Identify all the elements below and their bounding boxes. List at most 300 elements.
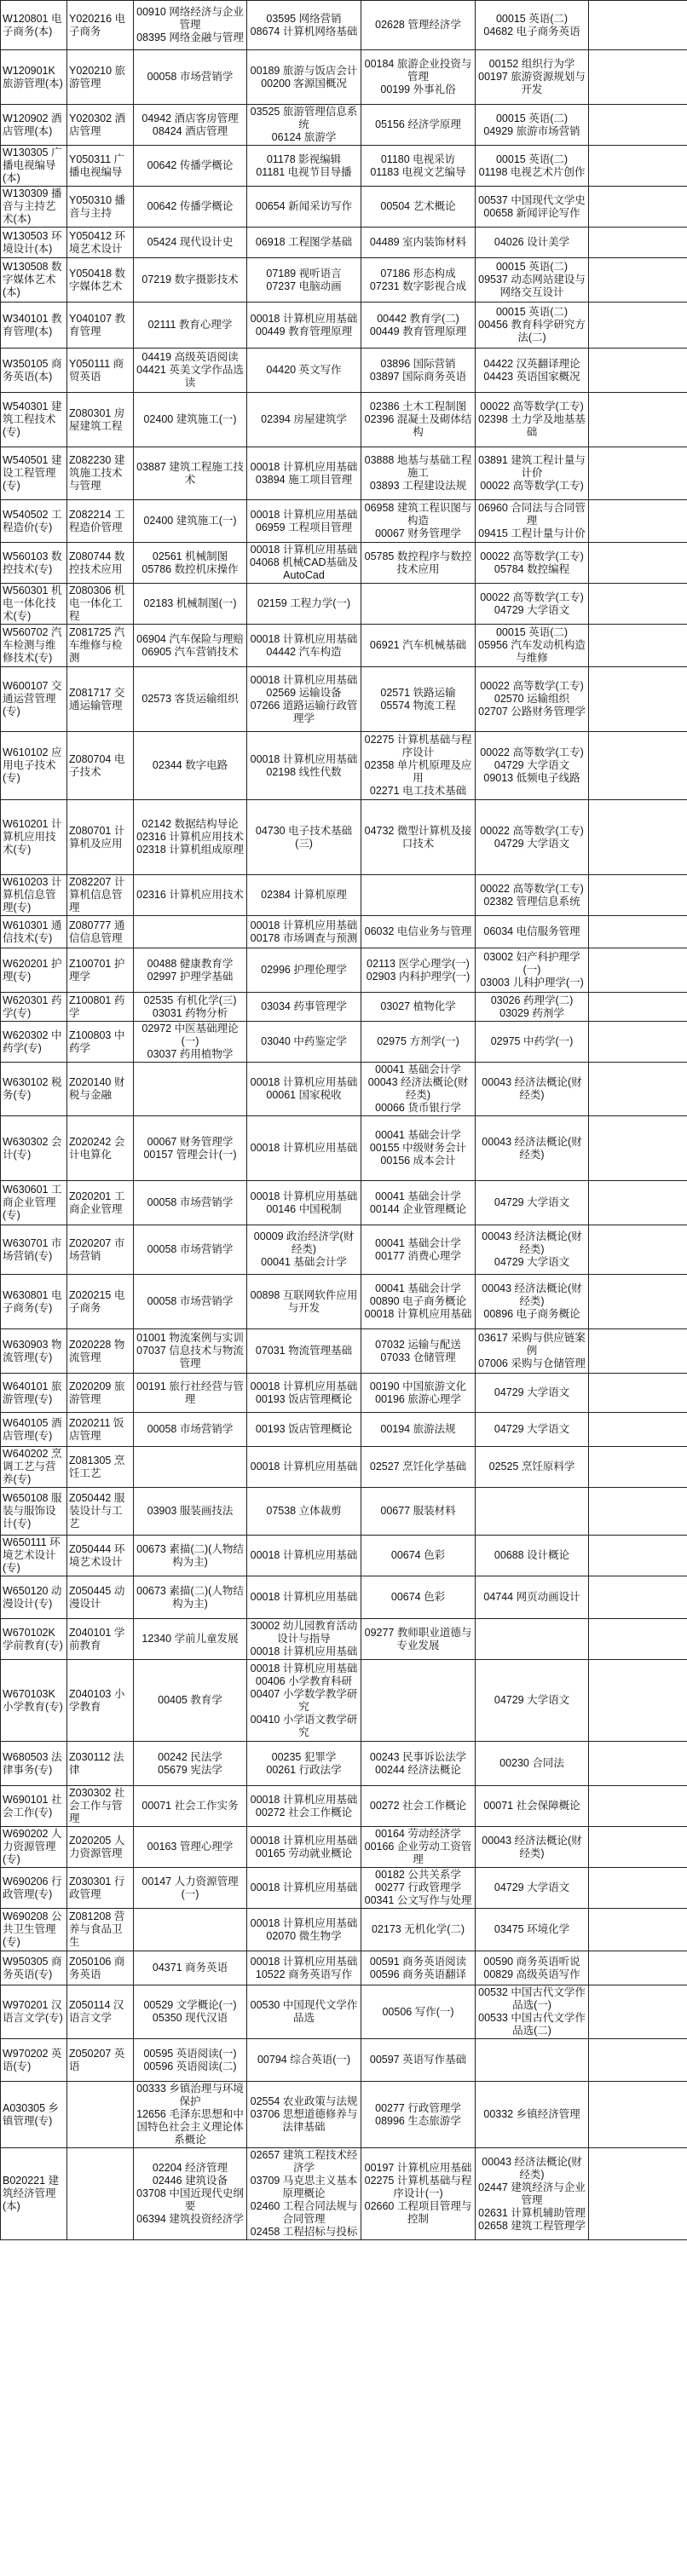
major-code-cell: W610203 计算机信息管理(专) (1, 875, 67, 916)
old-major-cell: Y050111 商贸英语 (67, 349, 134, 393)
course-cell: 00058 市场营销学 (134, 1275, 247, 1329)
course-cell: 00018 计算机应用基础 02070 微生物学 (247, 1909, 361, 1951)
course-cell: 00164 劳动经济学 00166 企业劳动工资管理 (361, 1827, 476, 1868)
old-major-cell: Z050442 服装设计与工艺 (67, 1488, 134, 1536)
course-cell: 02972 中医基础理论(一) 03037 药用植物学 (134, 1022, 247, 1063)
major-code-cell: W610301 通信技术(专) (1, 916, 67, 948)
table-row (1, 1, 687, 50)
course-cell: 00654 新闻采访写作 (247, 187, 361, 228)
course-cell: 00043 经济法概论(财经类) 04729 大学语文 (476, 1225, 589, 1275)
course-cell: 00058 市场营销学 (134, 50, 247, 105)
course-cell: 00043 经济法概论(财经类) 00896 电子商务概论 (476, 1275, 589, 1329)
course-cell: 00041 基础会计学 00177 消费心理学 (361, 1225, 476, 1275)
course-cell: 00018 计算机应用基础 00178 市场调查与预测 (247, 916, 361, 948)
old-major-cell: Y050310 播音与主持 (67, 187, 134, 228)
course-cell: 00277 行政管理学 08996 生态旅游学 (361, 2082, 476, 2148)
old-major-cell: Z020209 旅游管理 (67, 1374, 134, 1413)
course-cell: 00243 民事诉讼法学 00244 经济法概论 (361, 1742, 476, 1786)
old-major-cell: Z030301 行政管理 (67, 1868, 134, 1909)
course-cell (476, 1488, 589, 1536)
course-cell: 06904 汽车保险与理赔 06905 汽车营销技术 (134, 625, 247, 667)
major-code-cell: W690202 人力资源管理(专) (1, 1827, 67, 1868)
old-major-cell: Z050444 环境艺术设计 (67, 1536, 134, 1576)
old-major-cell: Z080744 数控技术应用 (67, 543, 134, 584)
course-cell: 00018 计算机应用基础 (247, 1536, 361, 1576)
old-major-cell: Z020140 财税与金融 (67, 1063, 134, 1116)
course-cell: 00043 经济法概论(财经类) (476, 1063, 589, 1116)
major-code-cell: W130508 数字媒体艺术(本) (1, 258, 67, 303)
course-cell-empty (589, 146, 687, 187)
course-cell: 00242 民法学 05679 宪法学 (134, 1742, 247, 1786)
course-cell: 05785 数控程序与数控技术应用 (361, 543, 476, 584)
course-cell: 00272 社会工作概论 (361, 1786, 476, 1827)
major-code-cell: W540501 建设工程管理(专) (1, 447, 67, 500)
major-code-cell: W130503 环境设计(本) (1, 228, 67, 258)
course-cell: 00197 计算机应用基础 02275 计算机基础与程序设计(一) 02660 工程项目管理与控制 (361, 2148, 476, 2240)
table-row (1, 1413, 687, 1447)
course-cell-empty (589, 500, 687, 543)
major-code-cell: W650120 动漫设计(专) (1, 1576, 67, 1619)
course-cell-empty (589, 1576, 687, 1619)
old-major-cell: Y050418 数字媒体艺术 (67, 258, 134, 303)
course-cell: 02344 数字电路 (134, 732, 247, 800)
course-cell: 00530 中国现代文学作品选 (247, 1985, 361, 2039)
table-row (1, 1951, 687, 1985)
table-row (1, 349, 687, 393)
course-cell: 01178 影视编辑 01181 电视节目导播 (247, 146, 361, 187)
course-cell: 00230 合同法 (476, 1742, 589, 1786)
major-code-cell: W560301 机电一体化技术(专) (1, 584, 67, 625)
table-row (1, 1063, 687, 1116)
course-cell: 00194 旅游法规 (361, 1413, 476, 1447)
major-code-cell: W630701 市场营销(专) (1, 1225, 67, 1275)
major-code-cell: W120902 酒店管理(本) (1, 105, 67, 146)
course-cell: 00043 经济法概论(财经类) 02447 建筑经济与企业管理 02631 计算机辅助管理 02658 建筑工程管理学 (476, 2148, 589, 2240)
course-cell (361, 875, 476, 916)
course-cell (134, 1909, 247, 1951)
course-cell: 02400 建筑施工(一) (134, 393, 247, 447)
table-row (1, 146, 687, 187)
course-cell: 00332 乡镇经济管理 (476, 2082, 589, 2148)
old-major-cell: Z020228 物流管理 (67, 1329, 134, 1374)
course-cell: 00018 计算机应用基础 02569 运输设备 07266 道路运输行政管理学 (247, 667, 361, 732)
course-cell: 00018 计算机应用基础 00165 劳动就业概论 (247, 1827, 361, 1868)
course-cell (476, 2039, 589, 2082)
course-cell: 00058 市场营销学 (134, 1225, 247, 1275)
table-row (1, 1742, 687, 1786)
course-cell: 00529 文学概论(一) 05350 现代汉语 (134, 1985, 247, 2039)
course-cell-empty (589, 1909, 687, 1951)
major-code-cell: W690206 行政管理(专) (1, 1868, 67, 1909)
course-cell-empty (589, 1827, 687, 1868)
course-cell (134, 1447, 247, 1488)
course-cell: 03595 网络营销 08674 计算机网络基础 (247, 1, 361, 50)
old-major-cell (67, 2148, 134, 2240)
major-code-cell: W630601 工商企业管理(专) (1, 1181, 67, 1225)
course-cell: 00537 中国现代文学史 00658 新闻评论写作 (476, 187, 589, 228)
course-cell: 04730 电子技术基础(三) (247, 800, 361, 875)
course-cell: 04489 室内装饰材料 (361, 228, 476, 258)
course-cell-empty (589, 1536, 687, 1576)
table-row (1, 875, 687, 916)
major-code-cell: W630302 会计(专) (1, 1116, 67, 1181)
course-cell: 00190 中国旅游文化 00196 旅游心理学 (361, 1374, 476, 1413)
course-cell: 02275 计算机基础与程序设计 02358 单片机原理及应用 02271 电工技术基础 (361, 732, 476, 800)
major-code-cell: W350105 商务英语(本) (1, 349, 67, 393)
course-cell: 06921 汽车机械基础 (361, 625, 476, 667)
course-cell: 00015 英语(二) 04929 旅游市场营销 (476, 105, 589, 146)
course-cell-empty (589, 543, 687, 584)
course-cell: 07186 形态构成 07231 数字影视合成 (361, 258, 476, 303)
major-code-cell: W690101 社会工作(专) (1, 1786, 67, 1827)
course-cell: 06958 建筑工程识图与构造 00067 财务管理学 (361, 500, 476, 543)
major-code-cell: W540502 工程造价(专) (1, 500, 67, 543)
course-cell: 00018 计算机应用基础 00449 教育管理原理 (247, 303, 361, 349)
course-cell: 00015 英语(二) 09537 动态网站建设与网络交互设计 (476, 258, 589, 303)
course-cell: 02204 经济管理 02446 建筑设备 03708 中国近现代史纲要 06394 建筑投资经济学 (134, 2148, 247, 2240)
course-cell: 00022 高等数学(工专) 02382 管理信息系统 (476, 875, 589, 916)
course-cell: 00184 旅游企业投资与管理 00199 外事礼俗 (361, 50, 476, 105)
course-cell: 00333 乡镇治理与环境保护 12656 毛泽东思想和中国特色社会主义理论体系概论 (134, 2082, 247, 2148)
old-major-cell: Z100803 中药学 (67, 1022, 134, 1063)
course-cell: 00506 写作(一) (361, 1985, 476, 2039)
course-cell-empty (589, 187, 687, 228)
course-cell: 00898 互联网软件应用与开发 (247, 1275, 361, 1329)
major-code-cell: W610201 计算机应用技术(专) (1, 800, 67, 875)
course-cell: 03525 旅游管理信息系统 06124 旅游学 (247, 105, 361, 146)
course-cell: 00022 高等数学(工专) 05784 数控编程 (476, 543, 589, 584)
course-cell: 02183 机械制图(一) (134, 584, 247, 625)
course-cell: 02996 护理伦理学 (247, 948, 361, 993)
table-row (1, 916, 687, 948)
course-cell-empty (589, 1868, 687, 1909)
course-cell: 04419 高级英语阅读 04421 英美文学作品选读 (134, 349, 247, 393)
course-cell-empty (589, 1786, 687, 1827)
old-major-cell: Z050114 汉语言文学 (67, 1985, 134, 2039)
old-major-cell: Z080704 电子技术 (67, 732, 134, 800)
course-cell (134, 1063, 247, 1116)
table-row (1, 993, 687, 1022)
table-row (1, 1275, 687, 1329)
course-cell: 03903 服装画技法 (134, 1488, 247, 1536)
course-cell: 03888 地基与基础工程施工 03893 工程建设法规 (361, 447, 476, 500)
major-code-cell: W560103 数控技术(专) (1, 543, 67, 584)
course-cell: 00043 经济法概论(财经类) (476, 1827, 589, 1868)
major-code-cell: W620201 护理(专) (1, 948, 67, 993)
table-row (1, 800, 687, 875)
major-code-cell: W340101 教育管理(本) (1, 303, 67, 349)
course-cell (476, 1619, 589, 1660)
course-cell: 00591 商务英语阅读 00596 商务英语翻译 (361, 1951, 476, 1985)
course-cell: 06960 合同法与合同管理 09415 工程计量与计价 (476, 500, 589, 543)
course-cell-empty (589, 228, 687, 258)
course-cell-empty (589, 105, 687, 146)
table-row (1, 187, 687, 228)
old-major-cell: Z082230 建筑施工技术与管理 (67, 447, 134, 500)
old-major-cell: Z080301 房屋建筑工程 (67, 393, 134, 447)
course-cell: 00018 计算机应用基础 10522 商务英语写作 (247, 1951, 361, 1985)
table-row (1, 948, 687, 993)
course-cell: 07032 运输与配送 07033 仓储管理 (361, 1329, 476, 1374)
course-cell: 00018 计算机应用基础 (247, 1576, 361, 1619)
course-cell: 12340 学前儿童发展 (134, 1619, 247, 1660)
course-cell: 02561 机械制图 05786 数控机床操作 (134, 543, 247, 584)
course-cell-empty (589, 948, 687, 993)
course-cell: 00642 传播学概论 (134, 146, 247, 187)
course-cell: 04026 设计美学 (476, 228, 589, 258)
old-major-cell: Y050311 广播电视编导 (67, 146, 134, 187)
course-cell: 02573 客货运输组织 (134, 667, 247, 732)
course-cell-empty (589, 447, 687, 500)
major-code-cell: B020221 建筑经济管理(本) (1, 2148, 67, 2240)
table-row (1, 2082, 687, 2148)
course-cell-empty (589, 1022, 687, 1063)
course-cell (361, 584, 476, 625)
major-code-cell: W650108 服装与服饰设计(专) (1, 1488, 67, 1536)
course-cell: 03026 药理学(二) 03029 药剂学 (476, 993, 589, 1022)
course-cell: 02535 有机化学(三) 03031 药物分析 (134, 993, 247, 1022)
course-cell (361, 1660, 476, 1742)
old-major-cell: Z040101 学前教育 (67, 1619, 134, 1660)
course-cell: 00041 基础会计学 00144 企业管理概论 (361, 1181, 476, 1225)
course-cell: 01001 物流案例与实训 07037 信息技术与物流管理 (134, 1329, 247, 1374)
table-row (1, 2039, 687, 2082)
course-cell-empty (589, 2082, 687, 2148)
old-major-cell: Z020201 工商企业管理 (67, 1181, 134, 1225)
course-cell: 05156 经济学原理 (361, 105, 476, 146)
course-cell (134, 916, 247, 948)
course-cell: 03475 环境化学 (476, 1909, 589, 1951)
course-cell: 00018 计算机应用基础 00061 国家税收 (247, 1063, 361, 1116)
table-row (1, 1374, 687, 1413)
course-cell: 00018 计算机应用基础 04068 机械CAD基础及AutoCad (247, 543, 361, 584)
old-major-cell: Z081717 交通运输管理 (67, 667, 134, 732)
old-major-cell: Z030112 法律 (67, 1742, 134, 1786)
course-cell: 04729 大学语文 (476, 1413, 589, 1447)
table-row (1, 258, 687, 303)
course-cell: 00041 基础会计学 00155 中级财务会计 00156 成本会计 (361, 1116, 476, 1181)
table-row (1, 1786, 687, 1827)
course-cell: 07031 物流管理基础 (247, 1329, 361, 1374)
major-code-cell: W630102 税务(专) (1, 1063, 67, 1116)
course-cell: 00018 计算机应用基础 (247, 1116, 361, 1181)
course-cell: 02400 建筑施工(一) (134, 500, 247, 543)
course-cell-empty (589, 584, 687, 625)
course-cell: 02316 计算机应用技术 (134, 875, 247, 916)
course-cell: 00022 高等数学(工专) 02398 土力学及地基基础 (476, 393, 589, 447)
course-cell: 00067 财务管理学 00157 管理会计(一) (134, 1116, 247, 1181)
course-cell: 00015 英语(二) 04682 电子商务英语 (476, 1, 589, 50)
major-code-cell: W640202 烹调工艺与营养(专) (1, 1447, 67, 1488)
major-code-cell: W970201 汉语言文学(专) (1, 1985, 67, 2039)
course-cell: 00488 健康教育学 02997 护理学基础 (134, 948, 247, 993)
course-cell-empty (589, 393, 687, 447)
major-code-cell: W640105 酒店管理(专) (1, 1413, 67, 1447)
table-row (1, 1576, 687, 1619)
table-row (1, 1329, 687, 1374)
table-row (1, 732, 687, 800)
major-code-cell: W120901K 旅游管理(本) (1, 50, 67, 105)
course-cell-empty (589, 1116, 687, 1181)
table-row (1, 1022, 687, 1063)
course-cell: 02628 管理经济学 (361, 1, 476, 50)
course-cell: 00043 经济法概论(财经类) (476, 1116, 589, 1181)
course-cell-empty (589, 1329, 687, 1374)
major-code-cell: W130305 广播电视编导(本) (1, 146, 67, 187)
course-cell: 00152 组织行为学 00197 旅游资源规划与开发 (476, 50, 589, 105)
course-cell: 00532 中国古代文学作品选(一) 00533 中国古代文学作品选(二) (476, 1985, 589, 2039)
course-cell: 00018 计算机应用基础 00272 社会工作概论 (247, 1786, 361, 1827)
old-major-cell: Z081208 营养与食品卫生 (67, 1909, 134, 1951)
table-row (1, 1536, 687, 1576)
course-cell: 00015 英语(二) 00456 教育科学研究方法(二) (476, 303, 589, 349)
old-major-cell: Y050412 环境艺术设计 (67, 228, 134, 258)
course-cell-empty (589, 1951, 687, 1985)
course-cell: 02173 无机化学(二) (361, 1909, 476, 1951)
table-row (1, 1909, 687, 1951)
major-code-cell: W120801 电子商务(本) (1, 1, 67, 50)
course-cell-empty (589, 1985, 687, 2039)
course-cell: 01180 电视采访 01183 电视文艺编导 (361, 146, 476, 187)
course-cell: 00163 管理心理学 (134, 1827, 247, 1868)
course-cell: 03040 中药鉴定学 (247, 1022, 361, 1063)
course-cell: 03617 采购与供应链案例 07006 采购与仓储管理 (476, 1329, 589, 1374)
course-cell: 00910 网络经济与企业管理 08395 网络金融与管理 (134, 1, 247, 50)
course-table-body (1, 1, 687, 2240)
course-cell: 00015 英语(二) 01198 电视艺术片创作 (476, 146, 589, 187)
course-cell: 02386 土木工程制图 02396 混凝土及砌体结构 (361, 393, 476, 447)
course-cell: 02525 烹饪原料学 (476, 1447, 589, 1488)
course-cell-empty (589, 1413, 687, 1447)
major-code-cell: W630801 电子商务(专) (1, 1275, 67, 1329)
course-cell: 02657 建筑工程技术经济学 03709 马克思主义基本原理概论 02460 工程合同法规与合同管理 02458 工程招标与投标 (247, 2148, 361, 2240)
course-cell: 04744 网页动画设计 (476, 1576, 589, 1619)
course-cell: 05424 现代设计史 (134, 228, 247, 258)
course-cell-empty (589, 1225, 687, 1275)
major-code-cell: W640101 旅游管理(专) (1, 1374, 67, 1413)
course-cell-empty (589, 1742, 687, 1786)
old-major-cell: Y040107 教育管理 (67, 303, 134, 349)
course-cell: 00041 基础会计学 00890 电子商务概论 00018 计算机应用基础 (361, 1275, 476, 1329)
course-cell: 03034 药事管理学 (247, 993, 361, 1022)
course-cell: 00018 计算机应用基础 03894 施工项目管理 (247, 447, 361, 500)
course-cell: 04729 大学语文 (476, 1181, 589, 1225)
course-cell-empty (589, 1488, 687, 1536)
course-cell: 04942 酒店客房管理 08424 酒店管理 (134, 105, 247, 146)
course-cell: 00674 色彩 (361, 1576, 476, 1619)
course-cell-empty (589, 732, 687, 800)
table-row (1, 1868, 687, 1909)
old-major-cell: Z080701 计算机及应用 (67, 800, 134, 875)
course-cell-empty (589, 258, 687, 303)
course-cell: 00022 高等数学(工专) 04729 大学语文 09013 低频电子线路 (476, 732, 589, 800)
course-cell: 02975 方剂学(一) (361, 1022, 476, 1063)
major-code-cell: W600107 交通运营管理(专) (1, 667, 67, 732)
course-cell-empty (589, 875, 687, 916)
table-row (1, 584, 687, 625)
course-cell: 00147 人力资源管理(一) (134, 1868, 247, 1909)
course-cell-empty (589, 2148, 687, 2240)
course-cell: 00058 市场营销学 (134, 1413, 247, 1447)
table-row (1, 447, 687, 500)
old-major-cell: Y020210 旅游管理 (67, 50, 134, 105)
course-cell-empty (589, 1374, 687, 1413)
old-major-cell: Y020302 酒店管理 (67, 105, 134, 146)
table-row (1, 303, 687, 349)
course-cell: 00673 素描(二)(人物结构为主) (134, 1576, 247, 1619)
course-cell-empty (589, 50, 687, 105)
course-cell: 00018 计算机应用基础 00193 饭店管理概论 (247, 1374, 361, 1413)
old-major-cell: Z100701 护理学 (67, 948, 134, 993)
major-code-cell: W650111 环境艺术设计(专) (1, 1536, 67, 1576)
course-cell: 04420 英文写作 (247, 349, 361, 393)
course-cell: 04729 大学语文 (476, 1868, 589, 1909)
old-major-cell (67, 2082, 134, 2148)
course-cell: 00041 基础会计学 00043 经济法概论(财经类) 00066 货币银行学 (361, 1063, 476, 1116)
course-cell: 03027 植物化学 (361, 993, 476, 1022)
course-cell: 04729 大学语文 (476, 1660, 589, 1742)
course-cell: 00018 计算机应用基础 02198 线性代数 (247, 732, 361, 800)
course-cell: 02527 烹饪化学基础 (361, 1447, 476, 1488)
course-cell: 07219 数字摄影技术 (134, 258, 247, 303)
course-cell: 00595 英语阅读(一) 00596 英语阅读(二) (134, 2039, 247, 2082)
course-cell: 02384 计算机原理 (247, 875, 361, 916)
course-cell: 00794 综合英语(一) (247, 2039, 361, 2082)
course-cell: 00022 高等数学(工专) 02570 运输组织 02707 公路财务管理学 (476, 667, 589, 732)
course-cell: 04729 大学语文 (476, 1374, 589, 1413)
course-cell-empty (589, 916, 687, 948)
course-cell: 00191 旅行社经营与管理 (134, 1374, 247, 1413)
course-cell: 00688 设计概论 (476, 1536, 589, 1576)
table-row (1, 667, 687, 732)
course-cell-empty (589, 349, 687, 393)
course-cell: 02142 数据结构导论 02316 计算机应用技术 02318 计算机组成原理 (134, 800, 247, 875)
major-code-cell: W970202 英语(专) (1, 2039, 67, 2082)
table-row (1, 228, 687, 258)
course-cell-empty (589, 993, 687, 1022)
course-cell-empty (589, 2039, 687, 2082)
table-row (1, 2148, 687, 2240)
major-code-cell: W610102 应用电子技术(专) (1, 732, 67, 800)
course-cell-empty (589, 1181, 687, 1225)
course-cell: 06032 电信业务与管理 (361, 916, 476, 948)
course-cell: 02975 中药学(一) (476, 1022, 589, 1063)
course-cell: 00015 英语(二) 05956 汽车发动机构造与维修 (476, 625, 589, 667)
old-major-cell: Z081305 烹饪工艺 (67, 1447, 134, 1488)
course-cell: 00182 公共关系学 00277 行政管理学 00341 公文写作与处理 (361, 1868, 476, 1909)
course-cell: 00442 教育学(二) 00449 教育管理原理 (361, 303, 476, 349)
table-row (1, 50, 687, 105)
course-cell-empty (589, 1, 687, 50)
course-cell: 00405 教育学 (134, 1660, 247, 1742)
course-cell: 06034 电信服务管理 (476, 916, 589, 948)
course-cell: 00597 英语写作基础 (361, 2039, 476, 2082)
table-row (1, 1116, 687, 1181)
course-cell: 00642 传播学概论 (134, 187, 247, 228)
old-major-cell: Z082214 工程造价管理 (67, 500, 134, 543)
course-cell: 30002 幼儿园教育活动设计与指导 00018 计算机应用基础 (247, 1619, 361, 1660)
old-major-cell: Z080306 机电一体化工程 (67, 584, 134, 625)
course-cell: 00058 市场营销学 (134, 1181, 247, 1225)
course-cell: 00022 高等数学(工专) 04729 大学语文 (476, 800, 589, 875)
course-cell: 00674 色彩 (361, 1536, 476, 1576)
major-code-cell: W670103K 小学教育(专) (1, 1660, 67, 1742)
course-cell: 00677 服装材料 (361, 1488, 476, 1536)
course-cell: 00018 计算机应用基础 (247, 1868, 361, 1909)
old-major-cell: Z050445 动漫设计 (67, 1576, 134, 1619)
major-code-cell: W630903 物流管理(专) (1, 1329, 67, 1374)
course-cell: 00193 饭店管理概论 (247, 1413, 361, 1447)
